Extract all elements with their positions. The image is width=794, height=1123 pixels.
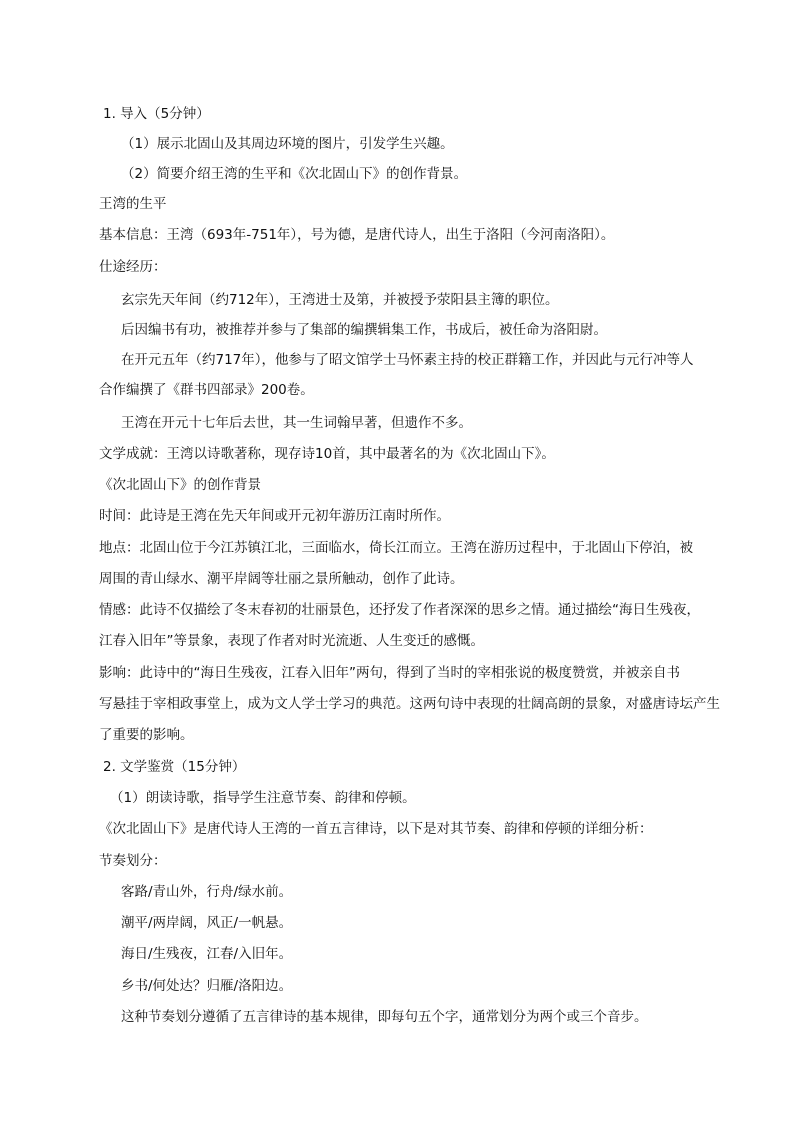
subheading: 王湾的生平	[99, 196, 167, 212]
paragraph: （2）简要介绍王湾的生平和《次北固山下》的创作背景。	[121, 166, 468, 182]
paragraph: （1）朗读诗歌，指导学生注意节奏、韵律和停顿。	[110, 790, 416, 806]
paragraph: 周围的青山绿水、潮平岸阔等壮丽之景所触动，创作了此诗。	[99, 571, 464, 587]
paragraph: 仕途经历：	[99, 259, 167, 275]
paragraph: 节奏划分：	[99, 853, 167, 869]
paragraph: 了重要的影响。	[99, 727, 194, 743]
paragraph: 时间：此诗是王湾在先天年间或开元初年游历江南时所作。	[99, 508, 450, 524]
poem-line: 潮平/两岸阔，风正/一帆悬。	[121, 915, 293, 931]
paragraph: 写悬挂于宰相政事堂上，成为文人学士学习的典范。这两句诗中表现的壮阔高朗的景象，对盛唐诗坛产生	[99, 696, 720, 712]
paragraph: 《次北固山下》是唐代诗人王湾的一首五言律诗，以下是对其节奏、韵律和停顿的详细分析：	[99, 821, 653, 837]
paragraph: 后因编书有功，被推荐并参与了集部的编撰辑集工作，书成后，被任命为洛阳尉。	[121, 322, 607, 338]
paragraph: （1）展示北固山及其周边环境的图片，引发学生兴趣。	[121, 136, 454, 152]
paragraph: 在开元五年（约717年），他参与了昭文馆学士马怀素主持的校正群籍工作，并因此与元行冲等人	[121, 352, 694, 368]
paragraph: 玄宗先天年间（约712年），王湾进士及第，并被授予荥阳县主簿的职位。	[121, 292, 559, 308]
paragraph: 影响：此诗中的“海日生残夜，江春入旧年”两句，得到了当时的宰相张说的极度赞赏，并被亲自书	[99, 665, 680, 681]
poem-line: 海日/生残夜，江春/入旧年。	[121, 946, 293, 962]
poem-line: 乡书/何处达？归雁/洛阳边。	[121, 978, 293, 994]
poem-line: 客路/青山外，行舟/绿水前。	[121, 884, 293, 900]
paragraph: 文学成就：王湾以诗歌著称，现存诗10首，其中最著名的为《次北固山下》。	[99, 446, 555, 462]
paragraph: 情感：此诗不仅描绘了冬末春初的壮丽景色，还抒发了作者深深的思乡之情。通过描绘“海日生残夜，	[99, 602, 700, 618]
paragraph: 这种节奏划分遵循了五言律诗的基本规律，即每句五个字，通常划分为两个或三个音步。	[121, 1009, 648, 1025]
paragraph: 江春入旧年”等景象，表现了作者对时光流逝、人生变迁的感慨。	[99, 633, 484, 649]
paragraph: 地点：北固山位于今江苏镇江北，三面临水，倚长江而立。王湾在游历过程中，于北固山下停泊，被	[99, 540, 693, 556]
section-heading-appreciation: 2. 文学鉴赏（15分钟）	[103, 759, 246, 775]
paragraph: 基本信息：王湾（693年-751年），号为德，是唐代诗人，出生于洛阳（今河南洛阳）。	[99, 227, 615, 243]
paragraph: 合作编撰了《群书四部录》200卷。	[99, 382, 314, 398]
subheading: 《次北固山下》的创作背景	[99, 477, 261, 493]
paragraph: 王湾在开元十七年后去世，其一生词翰早著，但遗作不多。	[121, 415, 472, 431]
section-heading-intro: 1. 导入（5分钟）	[103, 106, 210, 122]
